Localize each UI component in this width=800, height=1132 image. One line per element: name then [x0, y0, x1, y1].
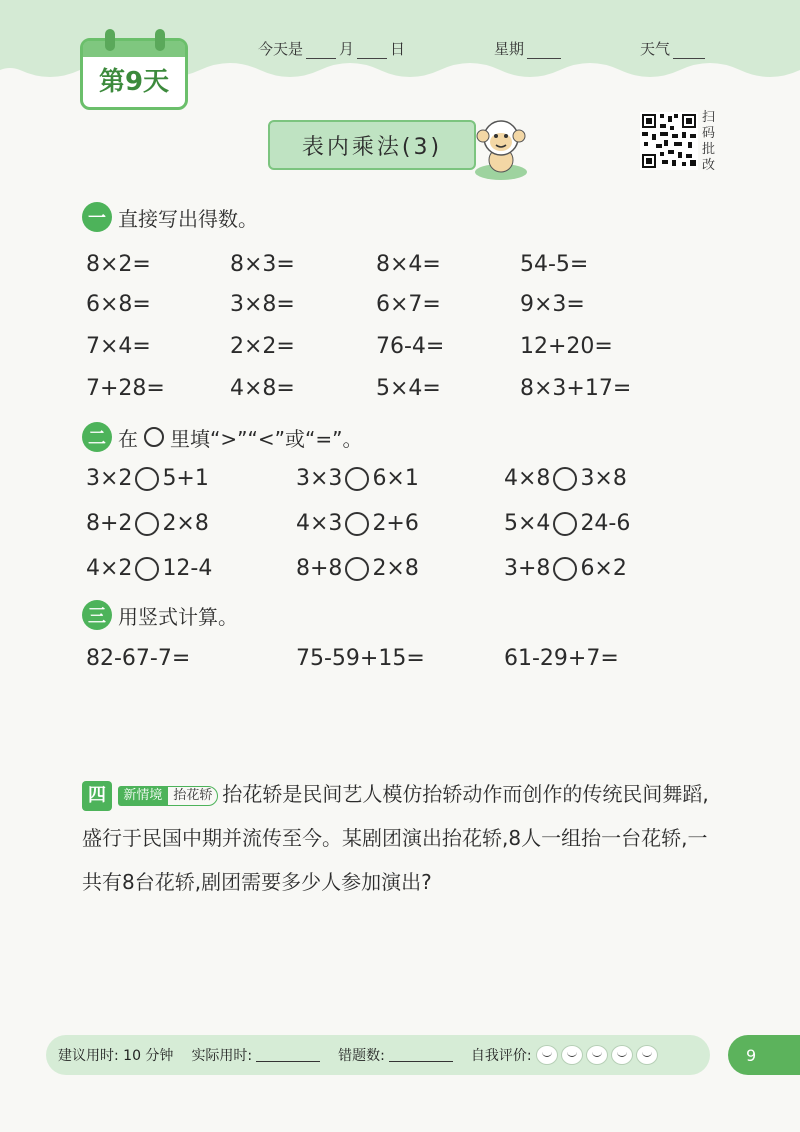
calc-item: 7+28=: [86, 376, 165, 401]
calc-item: 76-4=: [376, 334, 445, 359]
section-number-badge: 二: [82, 422, 112, 452]
section3-heading: [82, 600, 238, 630]
section-number-badge: 三: [82, 600, 112, 630]
compare-item: 4×2 12-4: [86, 556, 213, 581]
page-number: 9: [728, 1035, 800, 1075]
smile-face-icon[interactable]: [611, 1045, 633, 1065]
lesson-title-banner: [268, 112, 536, 182]
compare-item: 5×4 24-6: [504, 511, 631, 536]
section-number-badge: 一: [82, 202, 112, 232]
suggested-time: 建议用时: 10 分钟: [58, 1048, 174, 1064]
smile-face-icon[interactable]: [636, 1045, 658, 1065]
compare-item: 8+8 2×8: [296, 556, 419, 581]
compare-item: 3+8 6×2: [504, 556, 627, 581]
answer-circle[interactable]: [135, 512, 159, 536]
topic-tag: 抬花轿: [167, 786, 218, 806]
answer-circle[interactable]: [135, 467, 159, 491]
vertical-calc-item: 61-29+7=: [504, 646, 619, 671]
new-context-tag: 新情境: [118, 786, 167, 806]
calc-item: 6×7=: [376, 292, 441, 317]
section1-heading: [82, 202, 258, 232]
compare-item: 8+2 2×8: [86, 511, 209, 536]
calc-item: 8×3=: [230, 252, 295, 277]
calc-item: 5×4=: [376, 376, 441, 401]
day-badge: [80, 38, 188, 110]
date-field[interactable]: 今天是 月 日: [258, 40, 406, 58]
lesson-title: 表内乘法(3): [268, 120, 476, 170]
answer-circle[interactable]: [345, 512, 369, 536]
smile-face-icon[interactable]: [586, 1045, 608, 1065]
calc-item: 8×3+17=: [520, 376, 632, 401]
footer-bar: [46, 1035, 710, 1075]
actual-time-field[interactable]: 实际用时:: [191, 1045, 320, 1065]
calc-item: 3×8=: [230, 292, 295, 317]
calendar-ring-icon: [105, 29, 115, 51]
word-problem: [82, 772, 722, 904]
answer-circle[interactable]: [553, 557, 577, 581]
day-number: 第9天: [98, 67, 170, 97]
calc-item: 12+20=: [520, 334, 613, 359]
vertical-calc-item: 75-59+15=: [296, 646, 425, 671]
scan-to-grade-label: 扫 码 批 改: [702, 110, 716, 173]
error-count-field[interactable]: 错题数:: [338, 1045, 453, 1065]
calc-item: 54-5=: [520, 252, 589, 277]
answer-circle[interactable]: [553, 467, 577, 491]
answer-circle[interactable]: [345, 467, 369, 491]
calc-item: 2×2=: [230, 334, 295, 359]
compare-item: 4×3 2+6: [296, 511, 419, 536]
weather-field[interactable]: 天气: [640, 38, 708, 59]
answer-circle[interactable]: [345, 557, 369, 581]
blank-circle-icon: [144, 427, 164, 447]
weekday-field[interactable]: 星期: [494, 38, 564, 59]
vertical-calc-item: 82-67-7=: [86, 646, 191, 671]
calc-item: 6×8=: [86, 292, 151, 317]
compare-item: 3×3 6×1: [296, 466, 419, 491]
calc-item: 8×4=: [376, 252, 441, 277]
smile-face-icon[interactable]: [561, 1045, 583, 1065]
answer-circle[interactable]: [553, 512, 577, 536]
smile-face-icon[interactable]: [536, 1045, 558, 1065]
calendar-ring-icon: [155, 29, 165, 51]
calc-item: 8×2=: [86, 252, 151, 277]
answer-circle[interactable]: [135, 557, 159, 581]
section-number-badge: 四: [82, 781, 112, 811]
section1-title: 直接写出得数。: [118, 206, 258, 231]
calc-item: 4×8=: [230, 376, 295, 401]
compare-item: 4×8 3×8: [504, 466, 627, 491]
self-evaluation: 自我评价:: [471, 1045, 658, 1065]
section2-heading: 二 在 里填“>”“<”或“=”。: [82, 422, 362, 452]
calc-item: 9×3=: [520, 292, 585, 317]
section3-title: 用竖式计算。: [118, 604, 238, 629]
word-problem-text: 抬花轿是民间艺人模仿抬轿动作而创作的传统民间舞蹈,盛行于民国中期并流传至今。某剧团演出抬花轿,8人一组抬一台花轿,一共有8台花轿,剧团需要多少人参加演出?: [82, 782, 709, 894]
calc-item: 7×4=: [86, 334, 151, 359]
qr-code-icon[interactable]: [640, 112, 698, 170]
monkey-mascot-icon: [466, 112, 536, 182]
compare-item: 3×2 5+1: [86, 466, 209, 491]
